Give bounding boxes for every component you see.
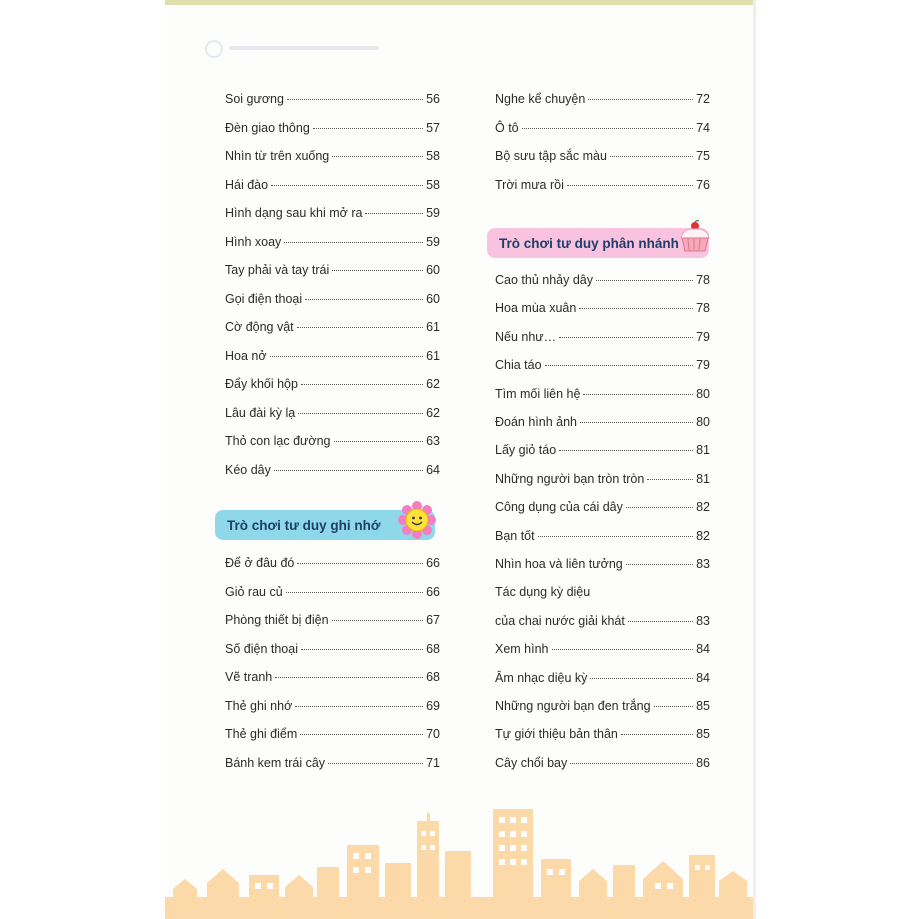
dot-leader — [654, 706, 694, 707]
toc-entry-title: Đèn giao thông — [225, 120, 310, 135]
dot-leader — [297, 327, 423, 328]
dot-leader — [583, 394, 693, 395]
dot-leader — [275, 677, 423, 678]
toc-entry — [495, 500, 710, 518]
toc-entry-page: 71 — [426, 755, 440, 770]
dot-leader — [286, 592, 423, 593]
toc-entry — [495, 387, 710, 405]
toc-entry-title: Tay phải và tay trái — [225, 263, 330, 277]
dot-leader — [538, 536, 693, 537]
toc-entry — [225, 320, 440, 338]
toc-entry-title: Thẻ ghi nhớ — [225, 698, 293, 713]
toc-entry-title: Công dụng của cái dây — [495, 500, 623, 515]
toc-entry — [225, 149, 440, 167]
toc-entry-title: Ô tô — [495, 120, 519, 135]
toc-entry — [225, 92, 440, 110]
toc-entry-page: 79 — [696, 358, 710, 373]
toc-entry-title: Cao thủ nhảy dây — [495, 273, 593, 287]
dot-leader — [365, 213, 423, 214]
toc-entry-page: 82 — [696, 528, 710, 543]
toc-entry-title: Lâu đài kỳ lạ — [225, 405, 296, 420]
dot-leader — [332, 620, 424, 621]
toc-entry-title: Đoán hình ảnh — [495, 415, 578, 429]
toc-entry-page: 61 — [426, 348, 440, 363]
toc-entry-page: 61 — [426, 320, 440, 334]
toc-entry-title: Hoa mùa xuân — [495, 301, 577, 316]
toc-entry-page: 84 — [696, 670, 710, 685]
toc-entry-title: Trời mưa rồi — [495, 177, 564, 192]
toc-entry — [225, 406, 440, 424]
toc-entry-title: Âm nhạc diệu kỳ — [495, 670, 588, 685]
toc-entry-page: 57 — [426, 120, 440, 135]
dot-leader — [313, 128, 423, 129]
toc-entry-page: 81 — [696, 443, 710, 458]
toc-entry — [495, 671, 710, 689]
toc-entry-page: 68 — [426, 641, 440, 656]
city-skyline-decoration — [165, 809, 753, 919]
toc-entry — [225, 121, 440, 139]
toc-entry — [225, 263, 440, 281]
toc-entry-title: Nhìn hoa và liên tưởng — [495, 557, 623, 571]
toc-entry-title: Số điện thoại — [225, 641, 298, 656]
toc-entry — [225, 206, 440, 224]
dot-leader — [287, 99, 423, 100]
toc-entry-title: Kéo dây — [225, 462, 271, 477]
toc-entry — [225, 349, 440, 367]
toc-entry-page: 74 — [696, 120, 710, 135]
toc-entry — [225, 235, 440, 253]
toc-entry — [225, 434, 440, 452]
toc-entry-page: 85 — [696, 699, 710, 713]
toc-entry — [495, 727, 710, 745]
toc-entry — [495, 585, 710, 603]
toc-entry-title: Gọi điện thoại — [225, 291, 303, 306]
toc-entry — [495, 121, 710, 139]
dot-leader — [305, 299, 423, 300]
dot-leader — [626, 507, 693, 508]
dot-leader — [270, 356, 424, 357]
toc-entry — [495, 642, 710, 660]
dot-leader — [590, 678, 693, 679]
toc-entry — [495, 472, 710, 490]
toc-entry-title: Cờ động vật — [225, 320, 294, 334]
toc-entry — [225, 670, 440, 688]
toc-entry-title: Chia táo — [495, 358, 542, 373]
dot-leader — [332, 270, 423, 271]
toc-entry — [495, 273, 710, 291]
toc-entry — [495, 699, 710, 717]
toc-entry-page: 80 — [696, 386, 710, 401]
toc-entry-page: 81 — [696, 471, 710, 486]
toc-entry-page: 62 — [426, 377, 440, 391]
dot-leader — [580, 422, 693, 423]
toc-entry-page: 86 — [696, 755, 710, 770]
toc-entry-page: 83 — [696, 613, 710, 628]
dot-leader — [301, 384, 423, 385]
dot-leader — [271, 185, 423, 186]
toc-entry — [495, 149, 710, 167]
toc-entry — [225, 642, 440, 660]
toc-entry-page: 78 — [696, 273, 710, 287]
toc-entry-page: 68 — [426, 670, 440, 684]
toc-entry-title: Hoa nở — [225, 348, 267, 363]
toc-entry — [225, 699, 440, 717]
toc-entry-title: Thẻ ghi điểm — [225, 727, 298, 741]
dot-leader — [552, 649, 694, 650]
toc-entry-title: Tác dụng kỳ diệu — [495, 585, 591, 600]
toc-entry — [225, 756, 440, 774]
toc-entry — [495, 443, 710, 461]
toc-entry-page: 80 — [696, 415, 710, 429]
toc-entry-page: 60 — [426, 291, 440, 306]
toc-entry-title: Bạn tốt — [495, 528, 535, 543]
dot-leader — [570, 763, 693, 764]
toc-entry-page: 85 — [696, 727, 710, 742]
toc-entry — [495, 301, 710, 319]
dot-leader — [579, 308, 693, 309]
toc-entry-page: 64 — [426, 462, 440, 477]
dot-leader — [334, 441, 424, 442]
dot-leader — [628, 621, 693, 622]
toc-entry-page: 66 — [426, 584, 440, 599]
toc-entry-page: 59 — [426, 206, 440, 220]
toc-entry-page: 63 — [426, 434, 440, 448]
toc-entry-title: Thỏ con lạc đường — [225, 434, 331, 448]
toc-entry — [495, 178, 710, 196]
dot-leader — [284, 242, 423, 243]
dot-leader — [295, 706, 423, 707]
dot-leader — [274, 470, 423, 471]
dot-leader — [559, 450, 693, 451]
section-title: Trò chơi tư duy ghi nhớ — [227, 517, 381, 533]
dot-leader — [328, 763, 423, 764]
toc-entry-title: Hình dạng sau khi mở ra — [225, 206, 363, 220]
toc-entry-title: Tự giới thiệu bản thân — [495, 727, 618, 742]
toc-entry-title: Những người bạn tròn tròn — [495, 471, 645, 486]
toc-entry-title: của chai nước giải khát — [495, 613, 625, 628]
book-page — [165, 0, 753, 919]
toc-entry — [495, 557, 710, 575]
dot-leader — [332, 156, 423, 157]
toc-entry — [225, 178, 440, 196]
toc-entry-page: 79 — [696, 329, 710, 344]
toc-right-column — [495, 0, 710, 919]
toc-entry-title: Nếu như… — [495, 329, 557, 344]
toc-entry-title: Tìm mối liên hệ — [495, 386, 581, 401]
toc-entry-title: Đẩy khối hộp — [225, 377, 298, 391]
toc-entry — [495, 92, 710, 110]
toc-entry-title: Để ở đâu đó — [225, 556, 295, 570]
toc-entry-page: 58 — [426, 149, 440, 163]
toc-entry-title: Cây chổi bay — [495, 755, 568, 770]
dot-leader — [596, 280, 693, 281]
toc-entry-page: 84 — [696, 642, 710, 657]
toc-entry-page: 75 — [696, 149, 710, 163]
toc-entry — [495, 756, 710, 774]
dot-leader — [522, 128, 693, 129]
toc-entry-page: 83 — [696, 557, 710, 571]
toc-entry — [495, 415, 710, 433]
toc-entry-title: Bánh kem trái cây — [225, 755, 326, 770]
toc-entry-page: 82 — [696, 500, 710, 515]
toc-entry-page: 60 — [426, 263, 440, 277]
toc-entry — [225, 556, 440, 574]
toc-entry-title: Vẽ tranh — [225, 670, 273, 684]
toc-entry-page: 56 — [426, 92, 440, 106]
dot-leader — [300, 734, 423, 735]
toc-entry-title: Soi gương — [225, 92, 284, 106]
toc-entry — [495, 330, 710, 348]
dot-leader — [301, 649, 423, 650]
dot-leader — [567, 185, 693, 186]
toc-entry-title: Hình xoay — [225, 234, 282, 249]
toc-entry — [495, 358, 710, 376]
toc-entry-page: 62 — [426, 405, 440, 420]
toc-entry — [225, 292, 440, 310]
dot-leader — [298, 413, 423, 414]
dot-leader — [545, 365, 694, 366]
toc-entry — [225, 377, 440, 395]
dot-leader — [588, 99, 693, 100]
toc-entry — [225, 727, 440, 745]
dot-leader — [647, 479, 693, 480]
toc-entry-page: 67 — [426, 613, 440, 627]
toc-entry — [225, 463, 440, 481]
toc-entry-page: 78 — [696, 301, 710, 316]
toc-entry-page: 69 — [426, 698, 440, 713]
toc-entry-title: Lấy giỏ táo — [495, 443, 557, 458]
sun-flower-icon — [397, 500, 437, 540]
toc-entry-title: Nghe kể chuyện — [495, 92, 586, 106]
toc-entry-title: Bộ sưu tập sắc màu — [495, 149, 607, 163]
toc-entry — [225, 613, 440, 631]
dot-leader — [626, 564, 693, 565]
cupcake-icon — [677, 220, 713, 256]
toc-entry — [495, 614, 710, 632]
dot-leader — [559, 337, 693, 338]
toc-entry-title: Giỏ rau củ — [225, 584, 283, 599]
dot-leader — [610, 156, 693, 157]
toc-entry — [225, 585, 440, 603]
toc-entry-title: Nhìn từ trên xuống — [225, 149, 330, 163]
toc-entry-page: 70 — [426, 727, 440, 741]
toc-entry-page: 66 — [426, 556, 440, 570]
section-title: Trò chơi tư duy phân nhánh — [499, 235, 679, 251]
toc-entry-title: Những người bạn đen trắng — [495, 699, 651, 713]
toc-entry-title: Phòng thiết bị điện — [225, 613, 329, 627]
toc-left-column — [225, 0, 440, 919]
dot-leader — [621, 734, 693, 735]
toc-entry-title: Hái đào — [225, 177, 269, 192]
dot-leader — [297, 563, 423, 564]
toc-entry-title: Xem hình — [495, 642, 549, 657]
toc-entry — [495, 529, 710, 547]
page-edge — [753, 0, 756, 919]
section-heading-branching — [487, 228, 709, 258]
toc-entry-page: 59 — [426, 234, 440, 249]
toc-entry-page: 58 — [426, 177, 440, 192]
toc-entry-page: 72 — [696, 92, 710, 106]
toc-entry-page: 76 — [696, 177, 710, 192]
